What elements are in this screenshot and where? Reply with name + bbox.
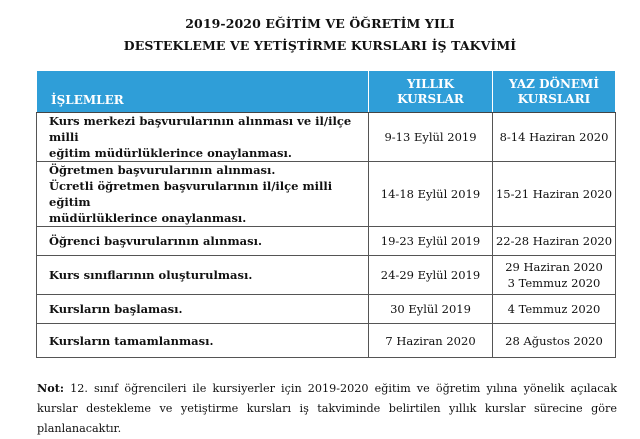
yaz-date-line: 28 Ağustos 2020: [505, 333, 603, 348]
description-line: Kursların başlaması.: [49, 302, 183, 316]
header-yaz-line-2: KURSLARI: [517, 91, 591, 106]
yaz-date-line: 8-14 Haziran 2020: [499, 130, 609, 144]
table-row: [37, 295, 616, 324]
table-row: [37, 162, 616, 227]
yaz-date-line: 22-28 Haziran 2020: [495, 234, 613, 248]
yillik-date: 14-18 Eylül 2019: [369, 162, 493, 227]
yillik-date: 7 Haziran 2020: [369, 324, 493, 358]
description-line: müdürlüklerince onaylanması.: [49, 211, 247, 225]
yaz-date: [493, 324, 616, 358]
header-yaz-line-1: YAZ DÖNEMİ: [509, 76, 599, 91]
table-row: [37, 324, 616, 358]
document-title-line-1: 2019-2020 EĞİTİM VE ÖĞRETİM YILI: [185, 16, 455, 31]
yaz-date-line: 29 Haziran 2020: [505, 260, 603, 274]
yaz-date-line: 3 Temmuz 2020: [507, 276, 601, 290]
description-line: Öğretmen başvurularının alınması.: [49, 163, 276, 177]
header-yillik-line-1: YILLIK: [406, 76, 455, 91]
header-yillik-kurslar: [369, 71, 493, 113]
header-yillik-line-2: KURSLAR: [397, 91, 464, 106]
description-line: Kurs sınıflarının oluşturulması.: [49, 268, 253, 282]
yillik-date: 19-23 Eylül 2019: [369, 227, 493, 256]
table-row: [37, 256, 616, 295]
row-description: [37, 113, 369, 162]
description-line: Ücretli öğretmen başvurularının il/ilçe milli eğitim: [49, 179, 333, 209]
row-description: [37, 324, 369, 358]
table-row: [37, 113, 616, 162]
footnote: [37, 378, 617, 439]
table-header-row: [37, 71, 616, 113]
row-description: [37, 227, 369, 256]
yillik-date: 24-29 Eylül 2019: [369, 256, 493, 295]
yillik-date: 9-13 Eylül 2019: [369, 113, 493, 162]
table-row: [37, 227, 616, 256]
yaz-date: [493, 162, 616, 227]
yaz-date: [493, 295, 616, 324]
description-line: eğitim müdürlüklerince onaylanması.: [49, 146, 292, 160]
yaz-date: [493, 227, 616, 256]
row-description: [37, 256, 369, 295]
description-line: Öğrenci başvurularının alınması.: [49, 234, 262, 248]
row-description: [37, 162, 369, 227]
description-line: Kursların tamamlanması.: [49, 333, 214, 348]
yillik-date: 30 Eylül 2019: [369, 295, 493, 324]
schedule-table: [36, 70, 616, 358]
yaz-date-line: 4 Temmuz 2020: [507, 302, 601, 316]
header-yaz-donemi-kurslari: [493, 71, 616, 113]
yaz-date: [493, 256, 616, 295]
yaz-date-line: 15-21 Haziran 2020: [495, 187, 613, 201]
document-title-line-2: DESTEKLEME VE YETİŞTİRME KURSLARI İŞ TAKVİMİ: [123, 38, 517, 53]
row-description: [37, 295, 369, 324]
yaz-date: [493, 113, 616, 162]
footnote-text: 12. sınıf öğrencileri ile kursiyerler için 2019-2020 eğitim ve öğretim yılına yönelik açılacak kurslar destekleme ve yetiştirme kursları iş takviminde belirtilen yıllık kurslar sürecine göre planlanacaktır.: [37, 382, 617, 435]
description-line: Kurs merkezi başvurularının alınması ve il/ilçe milli: [49, 114, 352, 144]
footnote-label: Not:: [37, 381, 64, 395]
header-islemler: İŞLEMLER: [37, 71, 369, 113]
